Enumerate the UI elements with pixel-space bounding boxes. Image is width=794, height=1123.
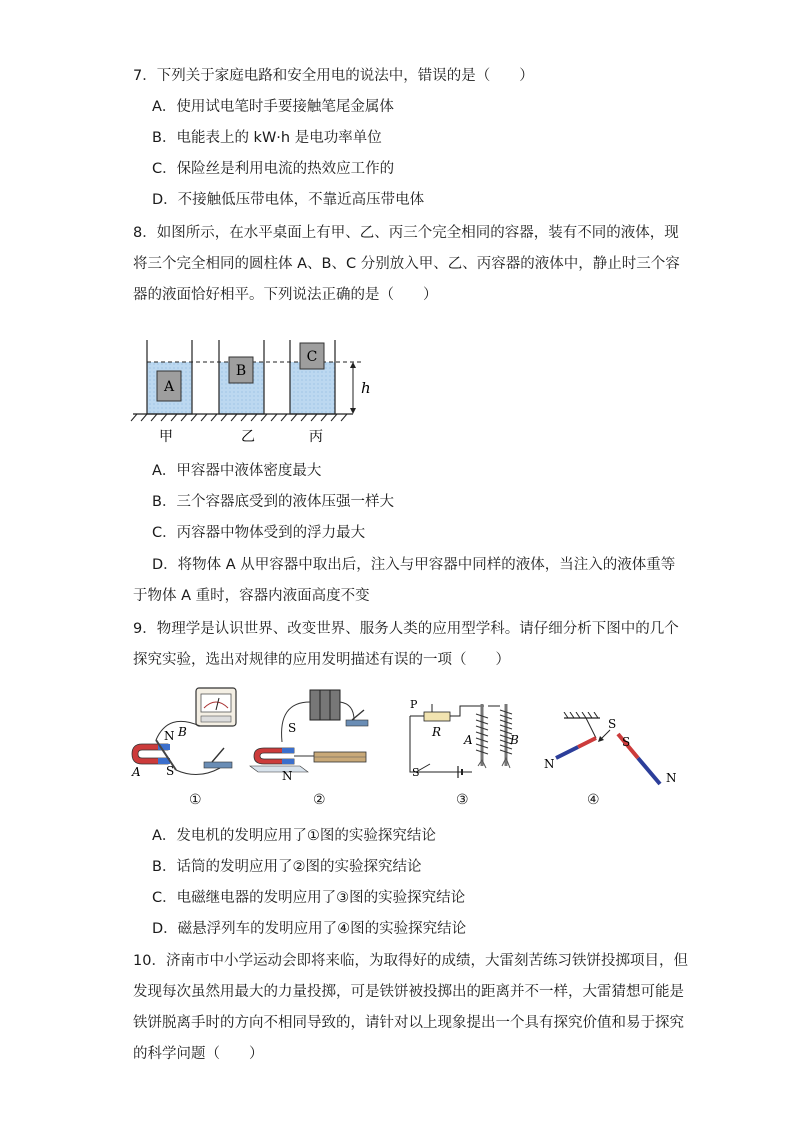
q8-option-b: B．三个容器底受到的液体压强一样大 [152,494,394,510]
q8-option-d-continuation: 于物体 A 重时，容器内液面高度不变 [133,588,370,604]
q10-stem-line-2: 发现每次虽然用最大的力量投掷，可是铁饼被投掷出的距离并不一样，大雷猜想可能是 [133,984,684,1000]
experiment-1-figure [128,682,248,782]
container-2-label: 乙 [241,429,255,445]
caption-1: ① [189,792,202,808]
q9-stem-line-2: 探究实验，选出对规律的应用发明描述有误的一项（ ） [133,652,510,668]
fig4-label-n1: N [544,757,555,771]
q7-option-c: C．保险丝是利用电流的热效应工作的 [152,161,395,177]
q10-stem-line-3: 铁饼脱离手时的方向不相同导致的，请针对以上现象提出一个具有探究价值和易于探究 [133,1015,684,1031]
q8-stem-line-2: 将三个完全相同的圆柱体 A、B、C 分别放入甲、乙、丙容器的液体中，静止时三个容 [133,256,680,272]
fig2-label-s: S [288,721,297,735]
fig1-label-b: B [178,725,187,739]
q9-option-a: A．发电机的发明应用了①图的实验探究结论 [152,828,436,844]
q9-option-d: D．磁悬浮列车的发明应用了④图的实验探究结论 [152,921,467,937]
block-b-label: B [235,363,247,379]
fig3-label-s: S [412,766,420,779]
q8-stem-line-3: 器的液面恰好相平。下列说法正确的是（ ） [133,287,438,303]
fig3-label-p: P [410,700,418,711]
q8-containers-figure [125,335,375,450]
fig2-label-n: N [282,769,293,782]
experiment-4-figure [540,712,680,794]
q9-option-b: B．话筒的发明应用了②图的实验探究结论 [152,859,422,875]
bar-magnet-blue [638,758,660,784]
caption-2: ② [313,792,326,808]
suspended-magnet-blue [556,747,578,758]
q8-option-c: C．丙容器中物体受到的浮力最大 [152,525,366,541]
container-3-liquid [290,362,335,414]
q9-stem-line-1: 9．物理学是认识世界、改变世界、服务人类的应用型学科。请仔细分析下图中的几个 [133,621,679,637]
container-3-label: 丙 [309,429,323,445]
electromagnet-a [476,704,488,766]
container-1-label: 甲 [159,429,173,445]
q9-option-c: C．电磁继电器的发明应用了③图的实验探究结论 [152,890,466,906]
fig3-label-b: B [510,733,519,747]
q7-option-a: A．使用试电笔时手要接触笔尾金属体 [152,99,394,115]
fig4-label-s1: S [608,717,617,731]
experiment-2-figure [248,682,378,782]
q8-stem-line-1: 8．如图所示，在水平桌面上有甲、乙、丙三个完全相同的容器，装有不同的液体，现 [133,225,679,241]
fig1-label-a: A [132,765,141,779]
suspended-magnet-red [578,738,596,747]
fig4-label-n2: N [666,771,677,785]
rheostat-r [424,712,450,721]
caption-4: ④ [587,792,600,808]
q7-option-d: D．不接触低压带电体，不靠近高压带电体 [152,192,425,208]
experiment-3-figure [402,700,522,782]
q7-stem: 7．下列关于家庭电路和安全用电的说法中，错误的是（ ） [133,68,534,84]
table-hatching [131,414,347,421]
fig3-label-a: A [464,733,473,747]
fig4-label-s2: S [622,735,631,749]
fig1-label-s: S [166,764,175,778]
block-a-label: A [163,379,175,395]
height-label: h [361,379,371,397]
q7-option-b: B．电能表上的 kW·h 是电功率单位 [152,130,382,146]
q8-option-a: A．甲容器中液体密度最大 [152,463,322,479]
fig3-label-r: R [432,725,442,739]
caption-3: ③ [456,792,469,808]
q8-option-d: D．将物体 A 从甲容器中取出后，注入与甲容器中同样的液体，当注入的液体重等 [152,557,676,573]
block-c-label: C [306,349,318,365]
q10-stem-line-1: 10．济南市中小学运动会即将来临，为取得好的成绩，大雷刻苦练习铁饼投掷项目，但 [133,953,688,969]
fig1-label-n: N [164,729,175,743]
q10-stem-line-4: 的科学问题（ ） [133,1046,264,1062]
